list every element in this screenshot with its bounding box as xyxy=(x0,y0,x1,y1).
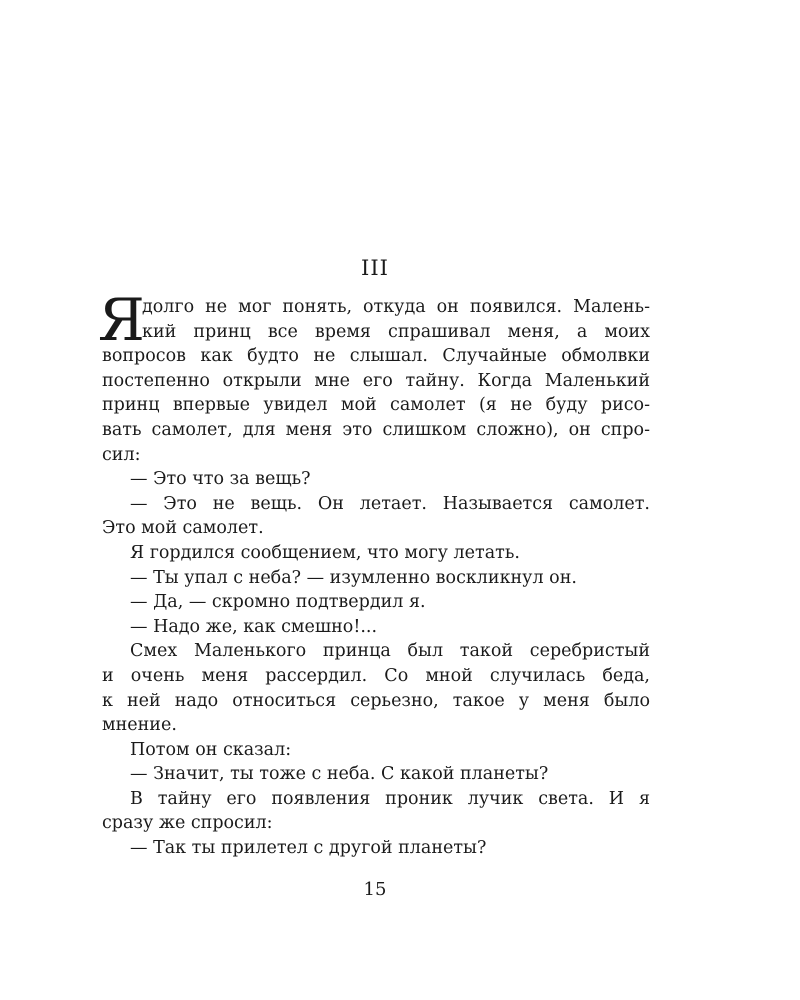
opening-paragraph xyxy=(98,286,650,467)
text-line: принц впервые увидел мой самолет (я не буду рисо- xyxy=(102,395,650,416)
text-line: В тайну его появления проник лучик света. И я xyxy=(130,788,650,809)
dialogue-line: Это мой самолет. xyxy=(102,518,264,539)
text-line: вать самолет, для меня это слишком сложно), он спро- xyxy=(102,419,650,440)
dialogue-line: — Это не вещь. Он летает. Называется самолет. xyxy=(130,493,650,514)
text-line: сил: xyxy=(102,444,141,465)
text-line: долго не мог понять, откуда он появился. Малень- xyxy=(142,297,650,317)
text-line: сразу же спросил: xyxy=(102,813,273,834)
page-number: 15 xyxy=(363,879,387,900)
drop-cap: Я xyxy=(98,286,145,354)
text-line: к ней надо относиться серьезно, такое у меня было xyxy=(102,690,650,711)
text-line: Потом он сказал: xyxy=(130,739,292,760)
text-line: постепенно открыли мне его тайну. Когда Маленький xyxy=(102,370,650,391)
text-line: мнение. xyxy=(102,715,177,736)
text-line: вопросов как будто не слышал. Случайные обмолвки xyxy=(102,346,650,367)
dialogue-line: — Так ты прилетел с другой планеты? xyxy=(130,838,487,859)
dialogue-line: — Это что за вещь? xyxy=(130,469,311,490)
dialogue-line: — Ты упал с неба? — изумленно воскликнул он. xyxy=(130,567,577,588)
text-line: Я гордился сообщением, что могу летать. xyxy=(130,542,520,563)
dialogue-line: — Да, — скромно подтвердил я. xyxy=(130,592,426,613)
dialogue-line: — Значит, ты тоже с неба. С какой планеты? xyxy=(130,764,549,785)
body-text xyxy=(98,286,650,861)
chapter-title: III xyxy=(361,256,389,280)
dialogue-line: — Надо же, как смешно!... xyxy=(130,616,378,637)
text-line: кий принц все время спрашивал меня, а моих xyxy=(142,321,650,342)
text-line: Смех Маленького принца был такой серебристый xyxy=(130,641,650,662)
text-line: и очень меня рассердил. Со мной случилась беда, xyxy=(102,665,650,686)
